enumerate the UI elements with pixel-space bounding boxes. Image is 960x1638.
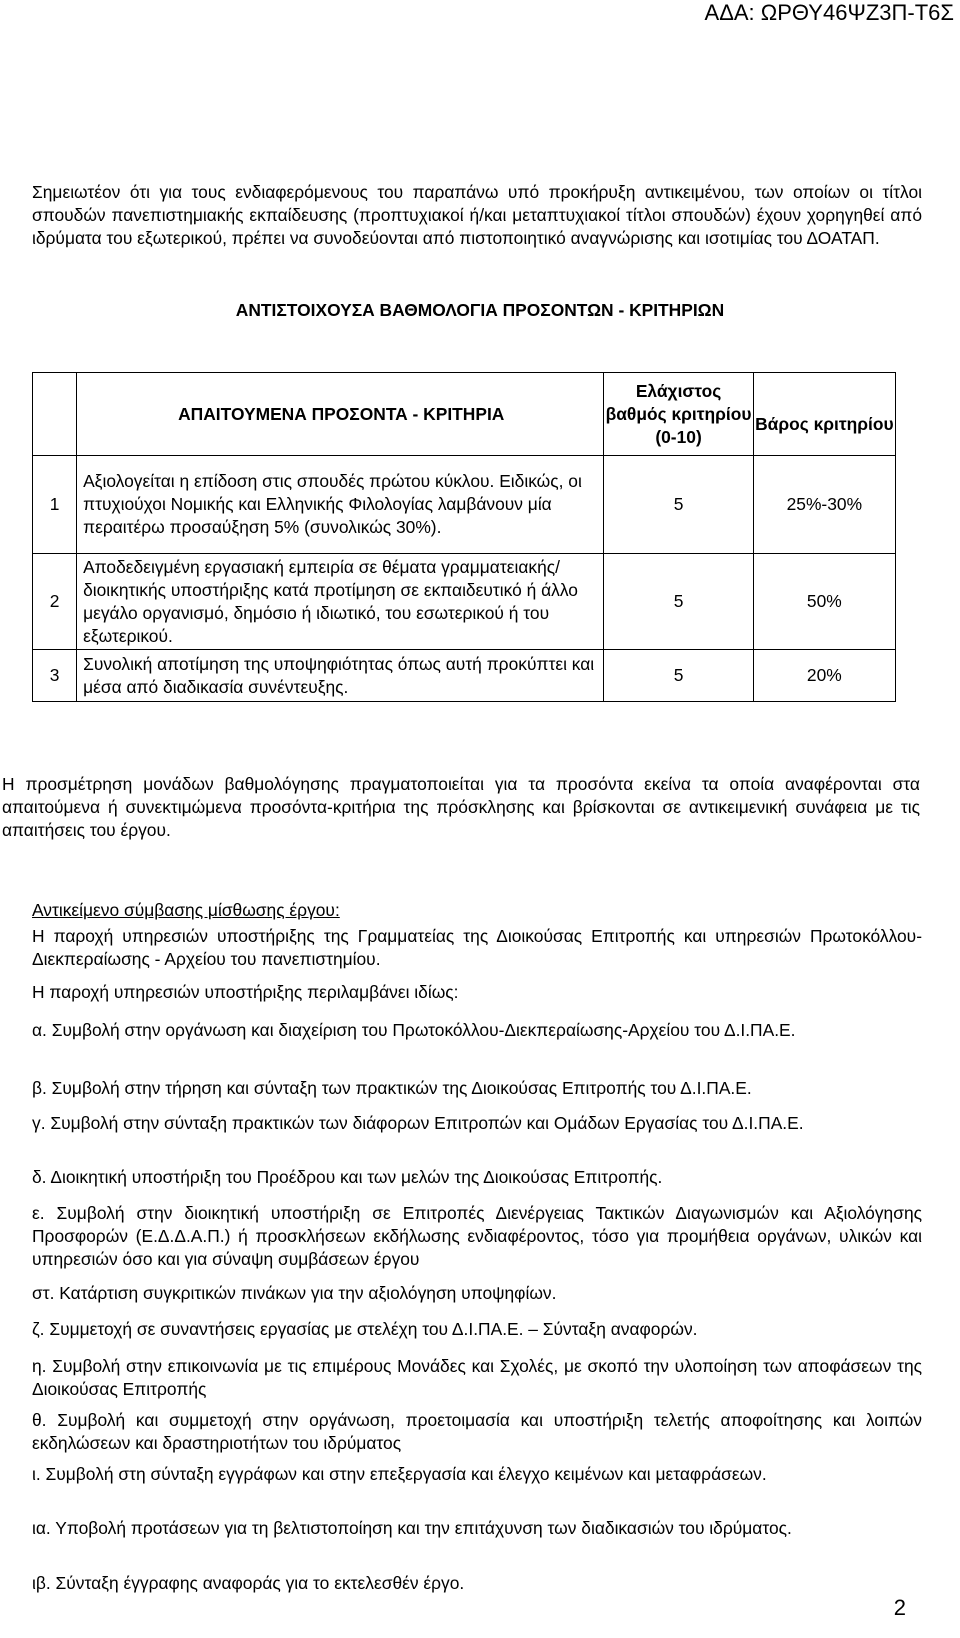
list-item: ι. Συμβολή στη σύνταξη εγγράφων και στην επεξεργασία και έλεγχο κειμένων και μεταφράσεων.: [32, 1464, 767, 1484]
list-item: α. Συμβολή στην οργάνωση και διαχείριση του Πρωτοκόλλου-Διεκπεραίωσης-Αρχείου του Δ.Ι.ΠΑ.Ε.: [32, 1020, 796, 1040]
header-num-cell: [33, 373, 77, 456]
list-item: γ. Συμβολή στην σύνταξη πρακτικών των διάφορων Επιτροπών και Ομάδων Εργασίας του Δ.Ι.ΠΑ.Ε.: [32, 1113, 804, 1133]
row-min-score: 5: [604, 650, 753, 702]
criteria-table: [32, 372, 896, 702]
row-weight: 25%-30%: [753, 456, 895, 554]
list-item: θ. Συμβολή και συμμετοχή στην οργάνωση, προετοιμασία και υποστήριξη τελετής αποφοίτησης και λοιπών εκδηλώσεων και δραστηριοτήτων του ιδρύματος: [32, 1410, 922, 1453]
ada-code: ΑΔΑ: ΩΡΘΥ46ΨΖ3Π-Τ6Σ: [704, 0, 954, 25]
row-criteria-text: Αποδεδειγμένη εργασιακή εμπειρία σε θέματα γραμματειακής/διοικητικής υποστήριξης κατά προτίμηση σε εκπαιδευτικό ή άλλο μεγάλο οργανισμό, δημόσιο ή ιδιωτικό, του εσωτερικού ή του εξωτερικού.: [77, 554, 604, 650]
list-item: στ. Κατάρτιση συγκριτικών πινάκων για την αξιολόγηση υποψηφίων.: [32, 1283, 557, 1303]
page-number: 2: [893, 1595, 906, 1620]
table-row: [33, 456, 896, 554]
list-item: ζ. Συμμετοχή σε συναντήσεις εργασίας με στελέχη του Δ.Ι.ΠΑ.Ε. – Σύνταξη αναφορών.: [32, 1319, 698, 1339]
row-weight: 20%: [753, 650, 895, 702]
table-title: ΑΝΤΙΣΤΟΙΧΟΥΣΑ ΒΑΘΜΟΛΟΓΙΑ ΠΡΟΣΟΝΤΩΝ - ΚΡΙΤΗΡΙΩΝ: [235, 300, 725, 320]
list-item: δ. Διοικητική υποστήριξη του Προέδρου και των μελών της Διοικούσας Επιτροπής.: [32, 1167, 663, 1187]
header-weight: Βάρος κριτηρίου: [753, 373, 895, 456]
list-item: η. Συμβολή στην επικοινωνία με τις επιμέρους Μονάδες και Σχολές, με σκοπό την υλοποίηση των αποφάσεων της Διοικούσας Επιτροπής: [32, 1356, 922, 1399]
row-number: 3: [33, 650, 77, 702]
list-item: ε. Συμβολή στην διοικητική υποστήριξη σε Επιτροπές Διενέργειας Τακτικών Διαγωνισμών και Αξιολόγησης Προσφορών (Ε.Δ.Δ.Α.Π.) ή προσκλήσεων εκδήλωσης ενδιαφέροντος, τόσο για προμήθεια οργάνων, υλικών και υπηρεσιών όσο και για σύναψη συμβάσεων έργου: [32, 1203, 922, 1269]
row-min-score: 5: [604, 554, 753, 650]
contract-includes: Η παροχή υπηρεσιών υποστήριξης περιλαμβάνει ιδίως:: [32, 982, 459, 1002]
table-header-row: [33, 373, 896, 456]
intro-paragraph: Σημειωτέον ότι για τους ενδιαφερόμενους του παραπάνω υπό προκήρυξη αντικειμένου, των οποίων οι τίτλοι σπουδών πανεπιστημιακής εκπαίδευσης (προπτυχιακοί ή/και μεταπτυχιακοί τίτλοι σπουδών) έχουν χορηγηθεί από ιδρύματα του εξωτερικού, πρέπει να συνοδεύονται από πιστοποιητικό αναγνώρισης και ισοτιμίας του ΔΟΑΤΑΠ.: [32, 182, 922, 248]
list-item: β. Συμβολή στην τήρηση και σύνταξη των πρακτικών της Διοικούσας Επιτροπής του Δ.Ι.ΠΑ.Ε.: [32, 1078, 752, 1098]
table-row: [33, 650, 896, 702]
header-min-score: Ελάχιστος βαθμός κριτηρίου (0-10): [604, 373, 753, 456]
row-criteria-text: Συνολική αποτίμηση της υποψηφιότητας όπως αυτή προκύπτει και μέσα από διαδικασία συνέντευξης.: [77, 650, 604, 702]
row-criteria-text: Αξιολογείται η επίδοση στις σπουδές πρώτου κύκλου. Ειδικώς, οι πτυχιούχοι Νομικής και Ελληνικής Φιλολογίας λαμβάνουν μία περαιτέρω προσαύξηση 5% (συνολικώς 30%).: [77, 456, 604, 554]
list-item: ιβ. Σύνταξη έγγραφης αναφοράς για το εκτελεσθέν έργο.: [32, 1573, 465, 1593]
contract-heading: Αντικείμενο σύμβασης μίσθωσης έργου:: [32, 900, 340, 920]
scoring-note: Η προσμέτρηση μονάδων βαθμολόγησης πραγματοποιείται για τα προσόντα εκείνα τα οποία αναφέρονται στα απαιτούμενα ή συνεκτιμώμενα προσόντα-κριτήρια της πρόσκλησης και βρίσκονται σε αντικειμενική συνάφεια με τις απαιτήσεις του έργου.: [2, 774, 920, 840]
row-number: 2: [33, 554, 77, 650]
table-row: [33, 554, 896, 650]
row-min-score: 5: [604, 456, 753, 554]
header-criteria: ΑΠΑΙΤΟΥΜΕΝΑ ΠΡΟΣΟΝΤΑ - ΚΡΙΤΗΡΙΑ: [77, 373, 604, 456]
list-item: ια. Υποβολή προτάσεων για τη βελτιστοποίηση και την επιτάχυνση των διαδικασιών του ιδρύματος.: [32, 1518, 792, 1538]
contract-description: Η παροχή υπηρεσιών υποστήριξης της Γραμματείας της Διοικούσας Επιτροπής και υπηρεσιών Πρωτοκόλλου-Διεκπεραίωσης - Αρχείου του πανεπιστημίου.: [32, 926, 922, 969]
row-weight: 50%: [753, 554, 895, 650]
row-number: 1: [33, 456, 77, 554]
